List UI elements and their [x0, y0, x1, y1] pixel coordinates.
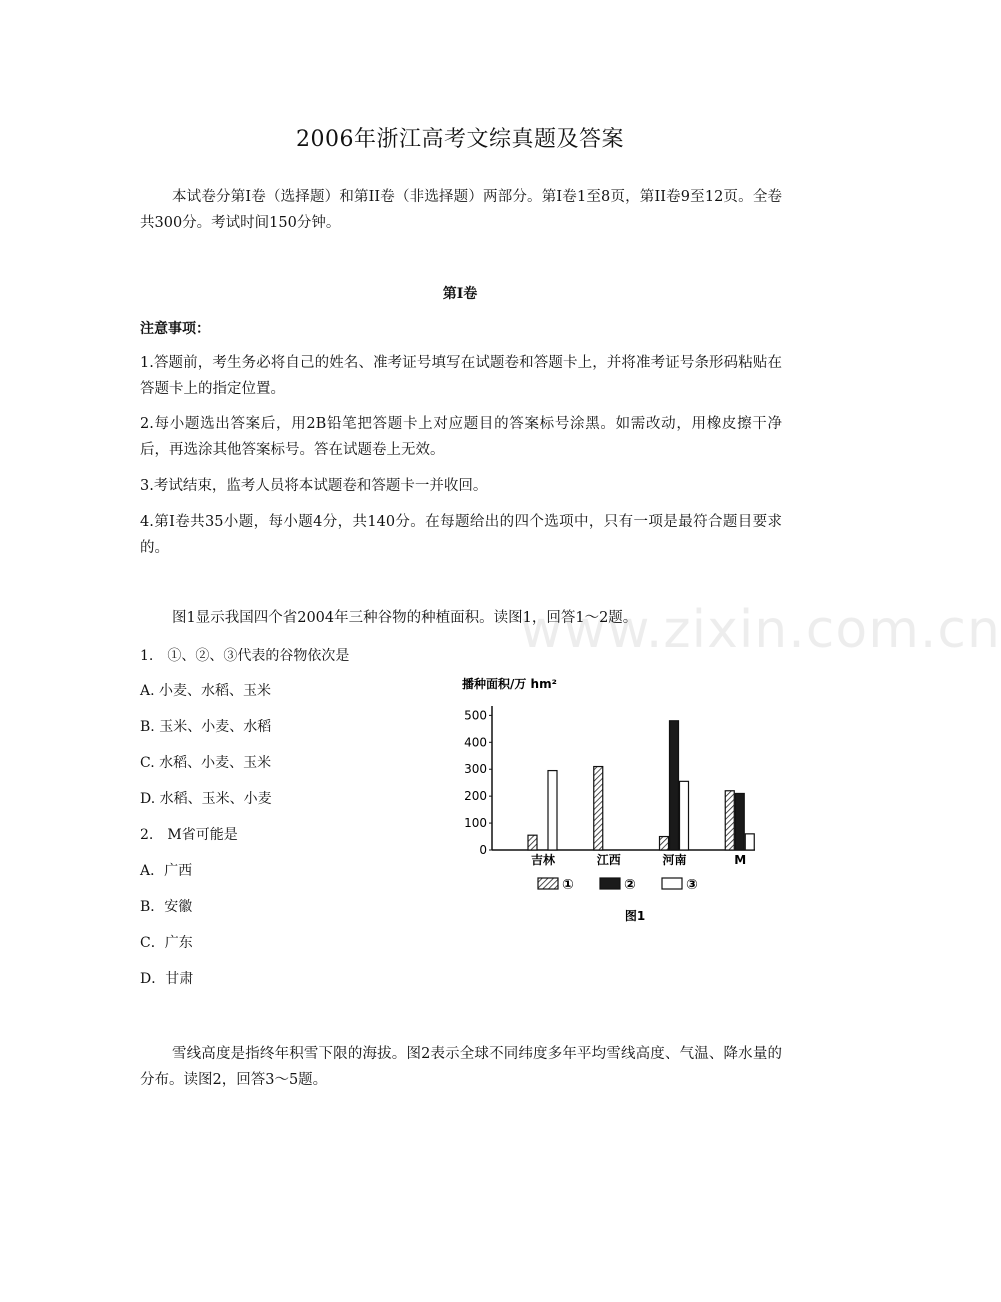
legend-label: ③	[686, 877, 698, 893]
bar-③-河南	[680, 781, 689, 850]
bar-①-M	[725, 791, 734, 850]
question-1-option-c: C. 水稻、小麦、玉米	[140, 755, 272, 771]
legend-label: ①	[562, 877, 574, 893]
legend-swatch	[600, 878, 620, 889]
section-heading: 第Ⅰ卷	[442, 286, 478, 302]
notice-item: 3.考试结束，监考人员将本试题卷和答题卡一并收回。	[140, 478, 488, 494]
legend-label: ②	[624, 877, 636, 893]
y-tick-label: 100	[464, 816, 487, 831]
x-category-label: 吉林	[530, 853, 556, 867]
question-2-stem: 2. M省可能是	[140, 827, 238, 843]
page-title: 2006年浙江高考文综真题及答案	[296, 127, 624, 152]
question-2-option-c: C．广东	[140, 935, 193, 951]
x-category-label: 河南	[662, 853, 687, 867]
y-tick-label: 400	[464, 735, 487, 750]
y-tick-label: 0	[479, 843, 487, 857]
bar-①-河南	[660, 837, 669, 850]
question-1-option-d: D. 水稻、玉米、小麦	[140, 791, 272, 807]
bar-②-M	[735, 793, 744, 850]
question-1-stem: 1. ①、②、③代表的谷物依次是	[140, 648, 350, 664]
legend-swatch	[538, 878, 558, 889]
watermark: www.zixin.com.cn	[520, 600, 1001, 660]
bar-②-河南	[670, 721, 679, 850]
question-1-option-a: A. 小麦、水稻、玉米	[140, 683, 272, 699]
y-tick-label: 200	[464, 789, 487, 804]
y-axis-label: 播种面积/万 hm²	[462, 677, 557, 691]
figure-caption: 图1	[624, 909, 646, 923]
question-2-option-d: D．甘肃	[140, 971, 194, 987]
intro-paragraph: 本试卷分第Ⅰ卷（选择题）和第II卷（非选择题）两部分。第Ⅰ卷1至8页，第II卷9至12页。全卷共300分。考试时间150分钟。	[140, 189, 782, 231]
figure-1-bar-chart	[450, 670, 770, 930]
bar-③-吉林	[548, 771, 557, 850]
notice-heading: 注意事项：	[140, 321, 210, 337]
bar-①-吉林	[528, 835, 537, 850]
notice-item: 2.每小题选出答案后，用2B铅笔把答题卡上对应题目的答案标号涂黑。如需改动，用橡皮擦干净后，再选涂其他答案标号。答在试题卷上无效。	[140, 416, 782, 458]
notice-item: 4.第Ⅰ卷共35小题，每小题4分，共140分。在每题给出的四个选项中，只有一项是最符合题目要求的。	[140, 514, 782, 556]
question-2-option-b: B．安徽	[140, 899, 193, 915]
notice-item: 1.答题前，考生务必将自己的姓名、准考证号填写在试题卷和答题卡上，并将准考证号条形码粘贴在答题卡上的指定位置。	[140, 355, 782, 397]
y-tick-label: 500	[464, 708, 487, 723]
x-category-label: 江西	[596, 853, 621, 867]
question-2-option-a: A．广西	[140, 863, 193, 879]
snow-line-intro: 雪线高度是指终年积雪下限的海拔。图2表示全球不同纬度多年平均雪线高度、气温、降水量的分布。读图2，回答3～5题。	[140, 1046, 782, 1088]
x-category-label: M	[734, 853, 747, 867]
bar-①-江西	[594, 767, 603, 850]
bar-③-M	[745, 834, 754, 850]
y-tick-label: 300	[464, 762, 487, 777]
legend-swatch	[662, 878, 682, 889]
question-1-option-b: B. 玉米、小麦、水稻	[140, 719, 272, 735]
figure-intro: 图1显示我国四个省2004年三种谷物的种植面积。读图1，回答1～2题。	[172, 610, 638, 626]
